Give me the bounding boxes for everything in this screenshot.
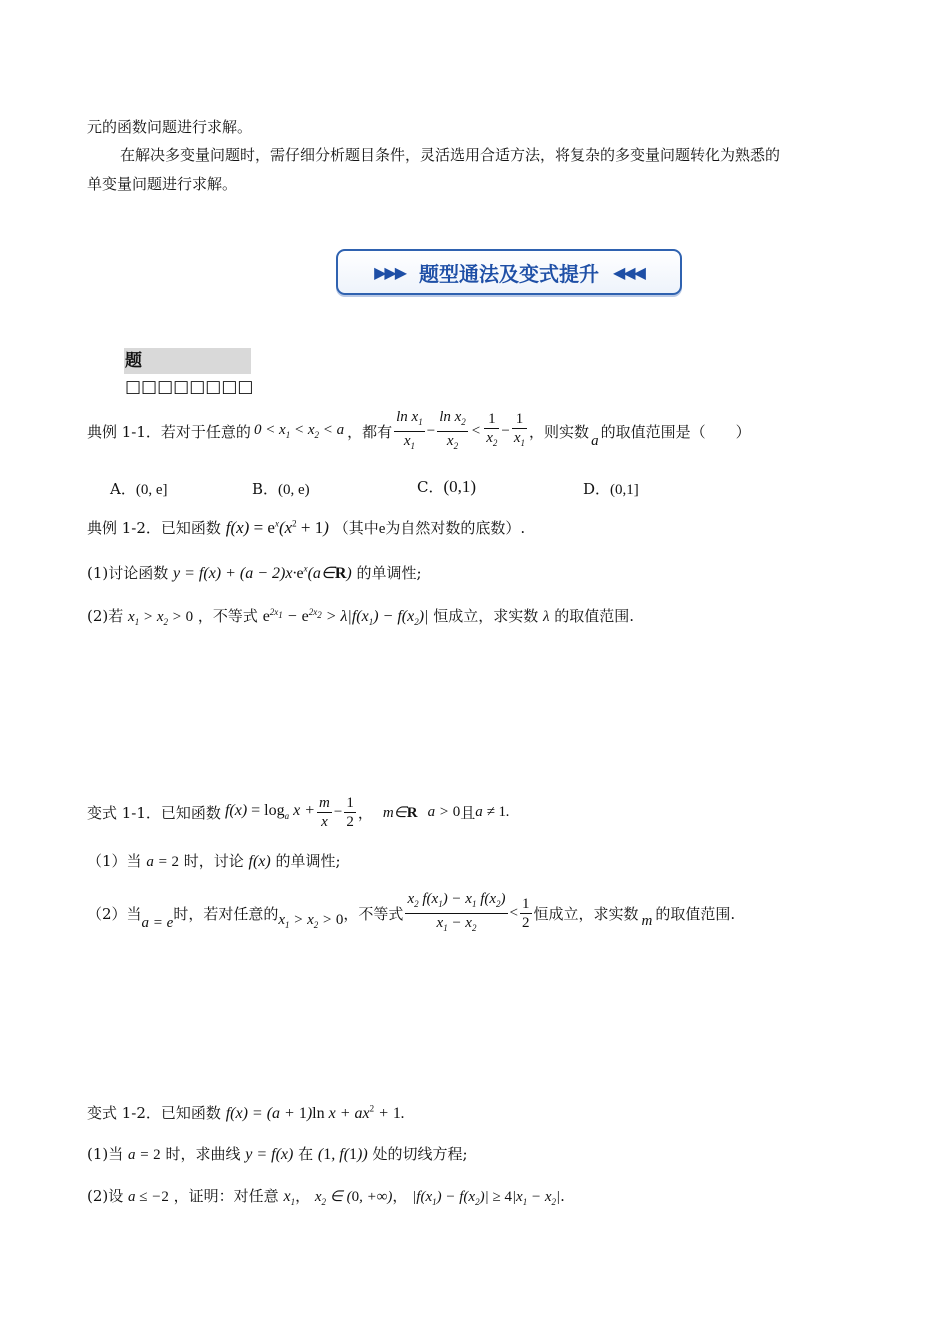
variant-1-1: 变式 1-1．已知函数 $f(x) = \log_a x$ + $\frac{m}{x}$ − $\frac{1}{2}$ ， m∈R a > 0 且 a ≠ 1. [87, 794, 510, 830]
variant-1-2-part-2-a: a ≤ −2 [128, 1189, 169, 1205]
banner-title: 题型通法及变式提升 [419, 261, 599, 286]
example-1-2-part-2-prefix: (2)若 [87, 607, 124, 625]
variant-1-1-a-positive: a > 0 [427, 803, 461, 820]
variant-1-1-part-2-mid: 时，若对任意的 [173, 904, 279, 923]
choice-c-value: (0,1) [443, 477, 477, 496]
variant-1-2-part-1-mid-2: 在 [298, 1145, 314, 1163]
variant-1-2-function: f(x) = (a + 1)ln $x + ax^2 + 1$. [225, 1103, 405, 1122]
variant-1-1-cond: ， [357, 803, 373, 822]
variant-1-1-part-2-a: a = e [141, 914, 174, 931]
example-1-2-part-2-condition: $x_1 > x_2 > 0$ [128, 609, 194, 627]
variant-1-1-part-2-mid-2: ，不等式 [343, 904, 404, 923]
example-1-2-part-2-mid: ，不等式 [197, 607, 258, 625]
variant-1-2-part-2-prefix: (2)设 [87, 1187, 124, 1205]
variant-1-1-part-1-a: a = 2 [146, 854, 179, 870]
variant-1-1-part-2-condition: $x_1 > x_2 > 0$ [278, 912, 344, 930]
fraction-lnx1-x1: $\frac{\ln x_1}{x_1}$ [396, 408, 423, 451]
variant-1-2-part-1 [87, 1143, 468, 1164]
choice-b-letter: B． [252, 480, 279, 498]
fraction-1-2: $\frac{1}{2}$ [346, 794, 354, 830]
variant-1-1-part-1 [87, 850, 341, 871]
variant-1-1-a-not-1: a ≠ 1. [475, 803, 510, 820]
fraction-1-2-b: $\frac{1}{2}$ [522, 895, 530, 931]
section-banner [336, 249, 682, 295]
variant-1-1-part-2-var: m [641, 912, 653, 929]
example-1-2-function: $f(x) = e^x(x^2 + 1)$ [225, 518, 329, 537]
intro-line-2: 在解决多变量问题时，需仔细分析题目条件，灵活选用合适方法，将复杂的多变量问题转化为熟悉的 [120, 146, 781, 164]
variant-1-1-part-1-prefix: （1）当 [87, 852, 142, 870]
variant-1-2-part-2-end: . [560, 1187, 565, 1205]
example-1-2-note: （其中 [333, 519, 379, 537]
choice-c[interactable] [417, 476, 476, 497]
variant-1-2-part-2-inequality: $|f(x_1) - f(x_2)| \ge 4|x_1 - x_2|$ [412, 1189, 561, 1207]
example-1-1-label: 典例 1-1．若对于任意的 [87, 422, 251, 441]
choice-c-letter: C． [417, 478, 444, 496]
choice-a-letter: A． [110, 480, 136, 498]
choice-b-value: (0, e) [278, 482, 310, 498]
example-1-1: 典例 1-1．若对于任意的 $0 < x_1 < x_2 < a$ ，都有 $\frac{\ln x_1}{x_1}$ − $\frac{\ln x_2}{x_2}$ < $\frac{1}{x_2}$ − $\frac{1}{x_1}$ ，则实数 a 的取值范围是（ ） [87, 405, 751, 457]
example-1-2-part-2-suffix: 恒成立，求实数 [433, 607, 539, 625]
variant-1-1-part-2-suffix: 恒成立，求实数 [533, 904, 639, 923]
example-1-2-part-2-inequality: $e^{2x_1} - e^{2x_2} > \lambda|f(x_1) - f(x_2)|$ [262, 606, 429, 628]
fraction-lnx2-x2: $\frac{\ln x_2}{x_2}$ [439, 408, 466, 451]
example-1-2-label: 典例 1-2．已知函数 [87, 519, 221, 537]
example-1-2-part-1-suffix: 的单调性; [356, 564, 422, 582]
variant-1-1-function: $f(x) = \log_a x$ + [224, 802, 316, 822]
variant-1-2-part-2-x1: $x_1$ [283, 1188, 296, 1208]
fraction-1-x1: $\frac{1}{x_1}$ [513, 411, 526, 448]
variant-1-1-part-1-mid: 时，讨论 [183, 852, 244, 870]
choice-a-value: (0, e] [135, 482, 168, 498]
variant-1-2-part-1-prefix: (1)当 [87, 1145, 124, 1163]
example-1-2-part-2 [87, 605, 634, 627]
example-1-1-end: 的取值范围是（ ） [600, 422, 751, 441]
fraction-1-x2: $\frac{1}{x_2}$ [486, 411, 498, 448]
variant-1-2-part-2: (2)设 a ≤ −2 ，证明：对任意 $x_1$， $x_2$ ∈ (0, +∞)， $|f(x_1) - f(x_2)| \ge 4|x_1 - x_2|$. [87, 1187, 565, 1208]
variant-1-2-part-1-suffix: 处的切线方程; [372, 1145, 468, 1163]
variant-1-1-part-2-end: 的取值范围. [655, 904, 736, 923]
choice-b[interactable] [252, 478, 310, 499]
example-1-2-part-1-prefix: (1)讨论函数 [87, 564, 169, 582]
variant-1-2-part-1-curve: y = f(x) [245, 1146, 294, 1163]
variant-1-2-part-2-domain: $x_2$ ∈ (0, +∞) [314, 1189, 393, 1207]
example-1-1-tail: ，则实数 [529, 422, 590, 441]
choice-a[interactable] [110, 478, 168, 499]
variant-1-1-m-domain: m∈R [382, 804, 418, 821]
example-1-2-part-2-var: λ [543, 609, 550, 625]
variant-1-2 [87, 1102, 405, 1123]
intro-line-1: 元的函数问题进行求解。 [87, 118, 253, 136]
example-1-2-part-1-function: $y = f(x) + (a - 2)x\cdot e^x(a\in R)$ [173, 563, 352, 582]
variant-1-1-part-1-fx: f(x) [248, 853, 271, 870]
example-1-2-note-2: 为自然对数的底数）. [385, 519, 526, 537]
left-arrows-icon: ◀◀◀ [613, 262, 644, 282]
choice-d[interactable] [583, 478, 639, 499]
variant-1-1-cond-2: 且 [460, 803, 476, 822]
variant-1-1-part-2: （2）当 a = e 时，若对任意的 $x_1 > x_2 > 0$ ，不等式 $\frac{x_2 f(x_1) - x_1 f(x_2)}{x_1 - x_2}$ < $\frac{1}{2}$ 恒成立，求实数 m 的取值范围. [87, 888, 735, 938]
choice-d-letter: D． [583, 480, 611, 498]
choice-d-value: (0,1] [610, 482, 639, 498]
variant-1-2-part-1-a: a = 2 [128, 1147, 161, 1163]
example-1-1-condition: $0 < x_1 < x_2 < a$ [253, 422, 345, 440]
variant-1-2-part-1-point: (1, f(1)) [317, 1146, 368, 1163]
right-arrows-icon: ▶▶▶ [374, 262, 405, 282]
variant-1-1-label: 变式 1-1．已知函数 [87, 803, 221, 822]
example-1-2 [87, 517, 525, 538]
fraction-inequality: $\frac{x_2 f(x_1) - x_1 f(x_2)}{x_1 - x_2}$ [407, 890, 506, 933]
example-1-2-part-2-end: 的取值范围. [554, 607, 635, 625]
variant-1-1-part-1-suffix: 的单调性; [275, 852, 341, 870]
intro-line-3: 单变量问题进行求解。 [87, 175, 238, 193]
example-1-2-note-e: e [378, 521, 386, 537]
example-1-1-mid: ，都有 [347, 422, 393, 441]
variant-1-1-part-2-prefix: （2）当 [87, 904, 142, 923]
fraction-m-x: $\frac{m}{x}$ [319, 794, 330, 830]
example-1-1-var: a [591, 432, 599, 449]
section-heading: 题□□□□□□□□ [124, 348, 251, 374]
example-1-2-part-1 [87, 562, 422, 583]
variant-1-2-part-2-mid: ，证明：对任意 [173, 1187, 279, 1205]
variant-1-2-label: 变式 1-2．已知函数 [87, 1104, 221, 1122]
variant-1-2-part-1-mid: 时，求曲线 [165, 1145, 241, 1163]
